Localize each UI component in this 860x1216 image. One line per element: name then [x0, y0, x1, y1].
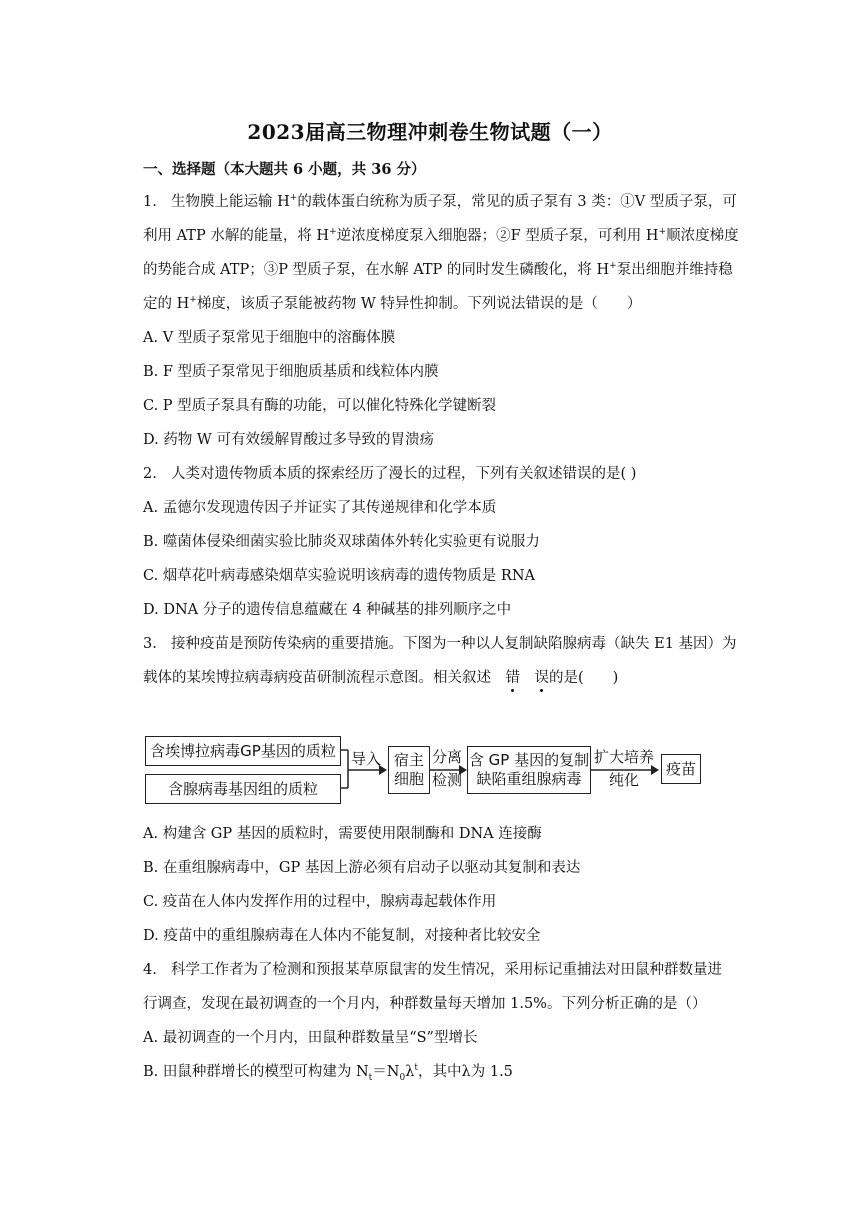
q2-number: 2.: [143, 466, 157, 482]
q4-stem-line-1: 4. 科学工作者为了检测和预报某草原鼠害的发生情况，采用标记重捕法对田鼠种群数量进: [143, 962, 722, 978]
q2-stem: 2. 人类对遗传物质本质的探索经历了漫长的过程，下列有关叙述错误的是( ): [143, 466, 637, 482]
vaccine-flow-diagram: [143, 734, 703, 806]
step-culture-purify-label: 扩大培养 纯化: [593, 748, 654, 790]
q4-option-b[interactable]: B. 田鼠种群增长的模型可构建为 $N_t=N_0\lambda^t$，其中λ为 1.5: [143, 1063, 513, 1083]
q1-option-b[interactable]: B. F 型质子泵常见于细胞质基质和线粒体内膜: [143, 364, 439, 380]
q1-number: 1.: [143, 194, 157, 210]
q1-option-a[interactable]: A. V 型质子泵常见于细胞中的溶酶体膜: [143, 330, 396, 346]
box-recombinant-adenovirus: 含 GP 基因的复制 缺陷重组腺病毒: [467, 746, 591, 794]
q4-number: 4.: [143, 962, 157, 978]
box-adenovirus-plasmid: 含腺病毒基因组的质粒: [145, 774, 341, 804]
q1-stem-line-2: 利用 ATP 水解的能量，将 H+逆浓度梯度泵入细胞器；②F 型质子泵，可利用 H+顺浓度梯度: [143, 227, 739, 244]
q2-option-a[interactable]: A. 孟德尔发现遗传因子并证实了其传递规律和化学本质: [143, 500, 497, 516]
q3-option-d[interactable]: D. 疫苗中的重组腺病毒在人体内不能复制，对接种者比较安全: [143, 928, 541, 944]
q2-option-b[interactable]: B. 噬菌体侵染细菌实验比肺炎双球菌体外转化实验更有说服力: [143, 534, 540, 550]
box-gp-plasmid: 含埃博拉病毒GP基因的质粒: [145, 736, 341, 766]
box-vaccine: 疫苗: [661, 754, 701, 784]
q3-stem-line-2: 载体的某埃博拉病毒病疫苗研制流程示意图。相关叙述 错 误的是( ): [143, 670, 619, 686]
q3-option-b[interactable]: B. 在重组腺病毒中，GP 基因上游必须有启动子以驱动其复制和表达: [143, 860, 581, 876]
q2-option-d[interactable]: D. DNA 分子的遗传信息蕴藏在 4 种碱基的排列顺序之中: [143, 602, 512, 618]
q1-stem-line-4: 定的 H+梯度，该质子泵能被药物 W 特异性抑制。下列说法错误的是（ ）: [143, 295, 642, 312]
section-heading: 一、选择题（本大题共 6 小题，共 36 分）: [143, 161, 426, 178]
q3-option-a[interactable]: A. 构建含 GP 基因的质粒时，需要使用限制酶和 DNA 连接酶: [143, 826, 542, 842]
q3-number: 3.: [143, 636, 157, 652]
q1-option-d[interactable]: D. 药物 W 可有效缓解胃酸过多导致的胃溃疡: [143, 432, 434, 448]
emphasis-char: 误: [534, 670, 549, 686]
page-title: 2023届高三物理冲刺卷生物试题（一）: [247, 120, 613, 144]
q4-option-a[interactable]: A. 最初调查的一个月内，田鼠种群数量呈“S”型增长: [143, 1030, 478, 1046]
q2-option-c[interactable]: C. 烟草花叶病毒感染烟草实验说明该病毒的遗传物质是 RNA: [143, 568, 535, 584]
q3-stem-line-1: 3. 接种疫苗是预防传染病的重要措施。下图为一种以人复制缺陷腺病毒（缺失 E1 基因）为: [143, 636, 737, 652]
step-import-label: 导入: [350, 750, 381, 768]
q3-option-c[interactable]: C. 疫苗在人体内发挥作用的过程中，腺病毒起载体作用: [143, 894, 497, 910]
q4-stem-line-2: 行调查，发现在最初调查的一个月内，种群数量每天增加 1.5%。下列分析正确的是（）: [143, 996, 707, 1012]
q1-stem-line-3: 的势能合成 ATP；③P 型质子泵，在水解 ATP 的同时发生磷酸化，将 H+泵出细胞并维持稳: [143, 261, 733, 278]
step-isolate-detect-label: 分离 检测: [431, 748, 462, 790]
box-host-cell: 宿主 细胞: [388, 746, 430, 794]
q1-stem-line-1: 1. 生物膜上能运输 H+的载体蛋白统称为质子泵，常见的质子泵有 3 类：①V 型质子泵，可: [143, 193, 737, 210]
emphasis-char: 错: [505, 670, 520, 686]
q1-option-c[interactable]: C. P 型质子泵具有酶的功能，可以催化特殊化学键断裂: [143, 398, 497, 414]
